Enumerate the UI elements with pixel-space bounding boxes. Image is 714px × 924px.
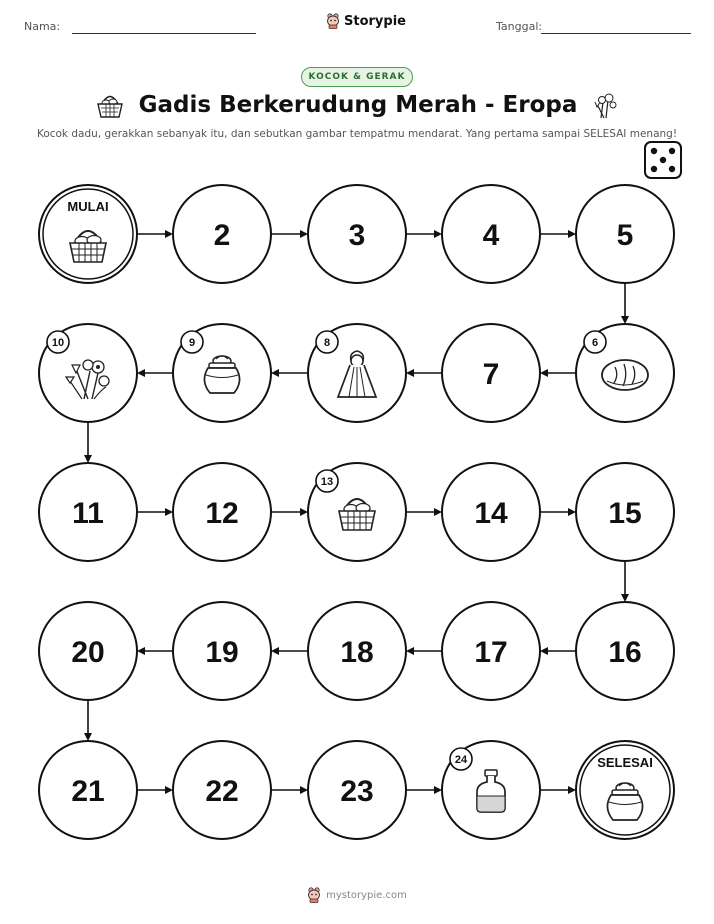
space-number: 23 — [340, 775, 374, 808]
bread-icon — [602, 360, 648, 390]
board-space-16[interactable] — [576, 602, 674, 700]
board-space-6[interactable] — [576, 324, 674, 422]
start-space[interactable] — [39, 185, 137, 283]
mascot-icon — [307, 887, 321, 903]
space-number: 5 — [616, 219, 634, 252]
board-space-14[interactable] — [442, 463, 540, 561]
space-number: 10 — [51, 337, 65, 349]
space-number: 16 — [608, 636, 642, 669]
board-space-10[interactable] — [39, 324, 137, 422]
board-space-5[interactable] — [576, 185, 674, 283]
space-number: 7 — [482, 358, 500, 391]
space-number: 2 — [213, 219, 231, 252]
space-label: MULAI — [67, 199, 109, 214]
board-space-3[interactable] — [308, 185, 406, 283]
board-space-18[interactable] — [308, 602, 406, 700]
board-space-20[interactable] — [39, 602, 137, 700]
space-number: 8 — [323, 337, 331, 349]
space-number: 4 — [482, 219, 500, 252]
board-space-19[interactable] — [173, 602, 271, 700]
board-space-13[interactable] — [308, 463, 406, 561]
space-number: 19 — [205, 636, 239, 669]
board-space-8[interactable] — [308, 324, 406, 422]
board-space-11[interactable] — [39, 463, 137, 561]
space-number: 17 — [474, 636, 508, 669]
space-number: 12 — [205, 497, 239, 530]
board-space-2[interactable] — [173, 185, 271, 283]
board-space-17[interactable] — [442, 602, 540, 700]
space-number: 11 — [72, 497, 104, 530]
space-number: 22 — [205, 775, 239, 808]
board-space-4[interactable] — [442, 185, 540, 283]
name-label: Nama: — [24, 20, 61, 33]
space-number: 3 — [348, 219, 366, 252]
board-space-24[interactable] — [442, 741, 540, 839]
space-number: 20 — [71, 636, 105, 669]
activity-badge: KOCOK & GERAK — [301, 67, 413, 87]
board-space-9[interactable] — [173, 324, 271, 422]
space-number: 21 — [71, 775, 105, 808]
date-label: Tanggal: — [496, 20, 543, 33]
space-number: 9 — [188, 337, 196, 349]
board-space-21[interactable] — [39, 741, 137, 839]
space-number: 6 — [591, 337, 599, 349]
board-space-15[interactable] — [576, 463, 674, 561]
board-space-7[interactable] — [442, 324, 540, 422]
page-title: Gadis Berkerudung Merah - Eropa — [138, 92, 578, 118]
footer-url: mystorypie.com — [326, 889, 407, 901]
board-space-12[interactable] — [173, 463, 271, 561]
board-space-23[interactable] — [308, 741, 406, 839]
space-number: 14 — [474, 497, 508, 530]
board-spaces — [39, 185, 674, 839]
footer — [0, 887, 714, 903]
space-number: 13 — [320, 476, 334, 488]
space-label: SELESAI — [597, 755, 653, 770]
space-number: 24 — [454, 754, 468, 766]
space-number: 15 — [608, 497, 642, 530]
instructions: Kocok dadu, gerakkan sebanyak itu, dan sebutkan gambar tempatmu mendarat. Yang pertama sampai SELESAI menang! — [36, 128, 678, 140]
space-number: 18 — [340, 636, 374, 669]
brand-name: Storypie — [344, 13, 406, 29]
board-space-22[interactable] — [173, 741, 271, 839]
finish-space[interactable] — [576, 741, 674, 839]
